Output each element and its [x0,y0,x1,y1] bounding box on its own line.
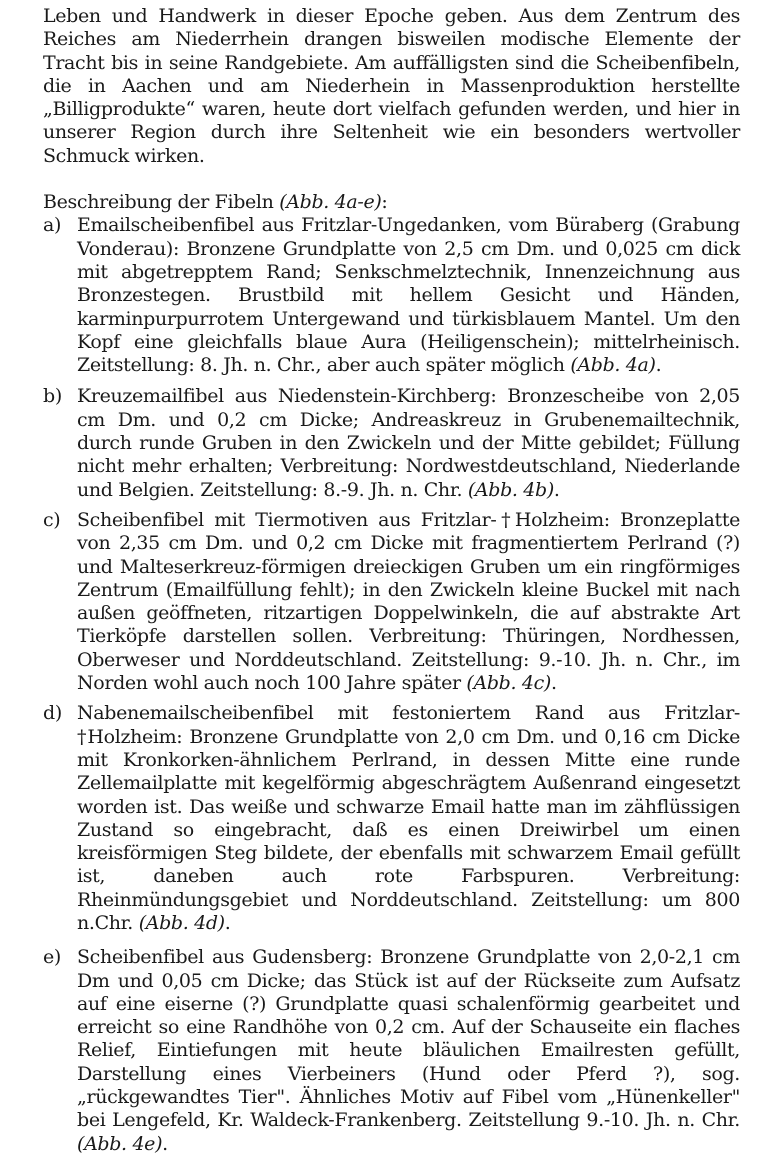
item-suffix: . [553,478,560,501]
figure-reference: (Abb. 4a) [570,354,656,377]
item-marker: b) [43,385,62,408]
item-marker: d) [43,702,62,725]
item-suffix: . [550,672,557,695]
fibula-item-b [43,385,740,501]
item-suffix: . [224,911,231,934]
item-marker: e) [43,946,61,969]
figure-reference: (Abb. 4c) [466,672,551,695]
item-suffix: . [655,354,662,377]
figure-reference: (Abb. 4d) [138,911,225,934]
item-description: Emailscheibenfibel aus Fritzlar-Ungedanken, vom Büraberg (Grabung Vonderau): Bronzene Grundplatte von 2,5 cm Dm. und 0,025 cm dick mit abgetrepptem Rand; Senkschmelztechnik, Innenzeichnung aus Bronzestegen. Brustbild mit hellem Gesicht und Händen, karminpurpurrotem Untergewand und türkisblauem Mantel. Um den Kopf eine gleichfalls blaue Aura (Heiligenschein); mittelrheinisch. Zeitstellung: 8. Jh. n. Chr., aber auch später möglich [77,214,740,377]
section-heading [43,191,740,214]
item-description: Kreuzemailfibel aus Niedenstein-Kirchberg: Bronzescheibe von 2,05 cm Dm. und 0,2 cm Dicke; Andreaskreuz in Grubenemailtechnik, durch runde Gruben in den Zwickeln und der Mitte gebildet; Füllung nicht mehr erhalten; Verbreitung: Nordwestdeutschland, Niederlande und Belgien. Zeitstellung: 8.-9. Jh. n. Chr. [77,385,740,501]
item-marker: a) [43,214,62,237]
section-heading-text: Beschreibung der Fibeln [43,191,280,214]
item-marker: c) [43,508,61,531]
fibula-item-a [43,214,740,377]
intro-paragraph: Leben und Handwerk in dieser Epoche geben. Aus dem Zentrum des Reiches am Niederrhein drangen bisweilen modische Elemente der Tracht bis in seine Randgebiete. Am auffälligsten sind die Scheibenfibeln, die in Aachen und am Niederhein in Massenproduktion herstellte „Billigprodukte“ waren, heute dort vielfach gefunden werden, und hier in unserer Region durch ihre Seltenheit wie ein besonders wertvoller Schmuck wirken. [43,5,740,167]
paragraph-spacer [43,168,740,191]
item-suffix: . [162,1132,168,1155]
fibula-item-c [43,509,740,695]
figure-reference: (Abb. 4a-e) [279,191,382,214]
fibula-item-e [43,946,740,1156]
heading-suffix: : [381,191,388,214]
document-page [43,5,740,1156]
item-description: Nabenemailscheibenfibel mit festoniertem Rand aus Fritzlar-†Holzheim: Bronzene Grundplatte von 2,0 cm Dm. und 0,16 cm Dicke mit Kronkorken-ähnlichem Perlrand, in dessen Mitte eine runde Zellemailplatte mit kegelförmig abgeschrägtem Außenrand eingesetzt worden ist. Das weiße und schwarze Email hatte man im zähflüssigen Zustand so eingebracht, daß es einen Dreiwirbel um einen kreisförmigen Steg bildete, der ebenfalls mit schwarzem Email gefüllt ist, daneben auch rote Farbspuren. Verbreitung: Rheinmündungsgebiet und Norddeutschland. Zeitstellung: um 800 n.Chr. [77,702,740,934]
figure-reference: (Abb. 4e) [77,1132,163,1155]
item-description: Scheibenfibel aus Gudensberg: Bronzene Grundplatte von 2,0-2,1 cm Dm und 0,05 cm Dicke; das Stück ist auf der Rückseite zum Aufsatz auf eine eiserne (?) Grundplatte quasi schalenförmig gearbeitet und erreicht so eine Randhöhe von 0,2 cm. Auf der Schauseite ein flaches Relief, Eintiefungen mit heute bläulichen Emailresten gefüllt, Darstellung eines Vierbeiners (Hund oder Pferd ?), sog. „rückgewandtes Tier". Ähnliches Motiv auf Fibel vom „Hünenkeller" bei Lengefeld, Kr. Waldeck-Frankenberg. Zeitstellung 9.-10. Jh. n. Chr. [77,946,740,1132]
item-description: Scheibenfibel mit Tiermotiven aus Fritzlar-†Holzheim: Bronzeplatte von 2,35 cm Dm. und 0,2 cm Dicke mit fragmentiertem Perlrand (?) und Malteserkreuz-förmigen dreieckigen Gruben um ein ringförmiges Zentrum (Emailfüllung fehlt); in den Zwickeln kleine Buckel mit nach außen geöffneten, ritzartigen Doppelwinkeln, die auf abstrakte Art Tierköpfe darstellen sollen. Verbreitung: Thüringen, Nordhessen, Oberweser und Norddeutschland. Zeitstellung: 9.-10. Jh. n. Chr., im Norden wohl auch noch 100 Jahre später [77,508,740,695]
fibula-item-d [43,702,740,935]
figure-reference: (Abb. 4b) [467,478,554,501]
